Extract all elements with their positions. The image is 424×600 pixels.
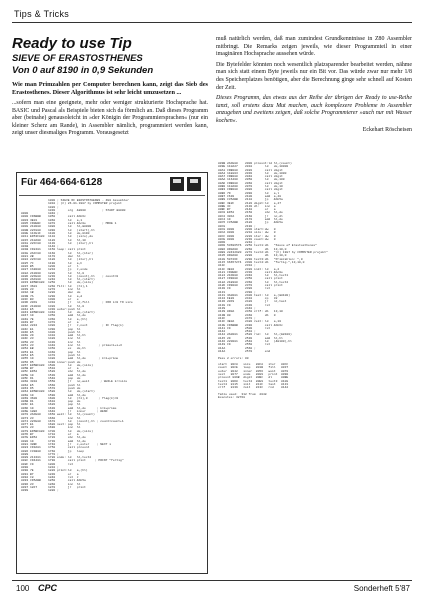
- code-line: 812D CD9080 2370 call print: [218, 283, 283, 287]
- listing-box: [16, 172, 208, 574]
- code-line: 8054 E5 1470 push hl: [21, 353, 81, 357]
- code-line: 805C ED52 1520 sbc hl,de: [21, 370, 86, 374]
- code-line: 80CC 0000 2220 iter: dw 0: [218, 234, 276, 238]
- code-line: 804A 2834 1380 jr z,next ; IF flag(i): [21, 324, 124, 328]
- code-line: 8086 C31B80 1760 jp loop: [21, 449, 85, 453]
- code-line: 80D0 2240 ;: [218, 241, 256, 245]
- code-line: 8092 C8 1840 ret z: [21, 475, 79, 479]
- code-line: start 80C8 size 80CA iter 80CC: [218, 363, 289, 367]
- code-line: 80B7 C630 2100 add a,48: [218, 194, 282, 198]
- code-line: 8096 23 1860 inc hl: [21, 482, 81, 486]
- code-line: 8099 1880 ;: [21, 489, 59, 493]
- code-line: 8139 0D0A 2450 crlf: db 13,10: [218, 310, 283, 314]
- article-author: Eckehart Röscheisen: [362, 126, 412, 133]
- code-line: 8026 B5 1200 or l: [21, 264, 79, 268]
- code-line: Executes: 32768: [218, 396, 246, 400]
- code-line: 8050 23 1430 inc hl: [21, 340, 81, 344]
- article-lead: Wie man Primzahlen per Computer berechnen kann, zeigt das Sieb des Erastosthenes. Dieser Algorithmus ist sehr leicht umzusetzen ...: [12, 81, 208, 96]
- code-line: 8138 C9 2430 ret: [218, 303, 271, 307]
- code-line: 80BC 3E2F 2120 digit:ld a,47: [218, 201, 282, 205]
- code-line: 8000 1040 ;: [21, 212, 59, 216]
- code-line: 80B9 C35ABB 2110 jp &bb5a: [218, 198, 283, 202]
- code-line: 80A4 11E803 2030 ld de,1000: [218, 171, 287, 175]
- code-line: 8063 D5 1570 push de: [21, 386, 81, 390]
- code-line: 8142 2510 ;: [218, 330, 256, 334]
- code-line: 8060 3010 1550 jr nc,weit ; WHILE k<=size: [21, 380, 128, 384]
- code-line: 8033 ED5BFA80 1250 ld de,(size): [21, 281, 94, 285]
- code-line: 803D 20F8 1310 jr nz,fill ; FOR i=0 TO size: [21, 301, 133, 305]
- code-line: 805B B7 1510 or a: [21, 367, 79, 371]
- code-line: 8003 3E01 1060 ld a,1: [21, 218, 83, 222]
- code-line: 1020 ;: [21, 205, 59, 209]
- article-left-column: [12, 36, 208, 138]
- issue-label: Sonderheft 5'87: [353, 584, 410, 593]
- code-line: 804D E5 1400 push hl: [21, 330, 81, 334]
- code-line: 80D0 53696576 2250 text1:db "Sieve of Erastosthenes": [218, 244, 318, 248]
- code-line: outer 8042 inner 8056 weit 8070: [218, 369, 289, 373]
- code-line: 803A 1B 1280 dec de: [21, 291, 81, 295]
- code-line: 813B 00 2460 db 0: [218, 313, 276, 317]
- article-body-1: ...sofern man eine geeignete, mehr oder weniger strukturierte Hochsprache hat. BASIC und Pascal als Beispiele bieten sich da förmlich an. Daß dieses Programm aber (beinahe) genausoleicht in »der Königin der Programmiersprachen« (nur ein kleiner Scherz am Rande), in Assembler nämlich, programmiert werden kann, zeigt unser diesmaliges Programm. Vorausgesetzt: [12, 100, 208, 137]
- code-line: 801E 2AFC80 1160 ld hl,(iter): [21, 251, 94, 255]
- code-line: 80B0 110A00 2070 ld de,10: [218, 185, 283, 189]
- code-line: 8055 19 1480 add hl,de ; k=i+prime: [21, 357, 119, 361]
- code-line: 8124 21D080 2340 ld hl,text1: [218, 274, 289, 278]
- code-line: 808F C9 1800 ret: [21, 462, 74, 466]
- code-line: 8021 2B 1170 dec hl: [21, 255, 81, 259]
- code-line: 8057 ED5BFA80 1500 ld de,(size): [21, 363, 94, 367]
- code-line: 8139 2440 ;: [218, 307, 256, 311]
- code-line: 802A 210000 1220 ld hl,0: [21, 271, 85, 275]
- code-line: 8108 50726F 2290 text3:db "Primzahlen: ",0: [218, 257, 303, 261]
- code-line: 80B6 7D 2090 ld a,l: [218, 191, 280, 195]
- code-line: 8073 23 1660 inc hl: [21, 416, 81, 420]
- code-line: 8037 3601 1260 fill: ld (hl),1: [21, 284, 88, 288]
- article-right-column: [216, 36, 412, 133]
- code-line: 80CE 0000 2230 count:dw 0: [218, 237, 276, 241]
- code-line: text1 80D0 text2 80E9 text3 8108: [218, 379, 289, 383]
- code-line: 805E 19 1530 add hl,de: [21, 373, 86, 377]
- page-footer: [12, 580, 412, 595]
- code-line: 8142 2A0081 2520 rnd: ld hl,(&8100): [218, 333, 292, 337]
- code-line: 811F 2310 ;: [218, 264, 256, 268]
- code-line: 803F 210000 1320 ld hl,0: [21, 304, 85, 308]
- code-line: 804E 29 1410 add hl,hl: [21, 334, 86, 338]
- code-line: 8027 CA9080 1210 jp z,ende: [21, 268, 88, 272]
- code-line: 8090 7E 1820 print:ld a,(hl): [21, 469, 88, 473]
- code-line: 813E CD6BBB 2490 call &bb6c: [218, 323, 283, 327]
- code-line: 814A 2570 end: [218, 349, 271, 353]
- code-line: 8068 19 1590 add hl,de: [21, 393, 86, 397]
- code-line: 8069 3600 1600 ld (hl),0 ; flag(k)=0: [21, 396, 119, 400]
- code-line: crlf 8139 zeit 813C rnd 8142: [218, 386, 289, 390]
- code-line: 803C B3 1300 or e: [21, 297, 79, 301]
- article-headline: Ready to use Tip: [12, 35, 132, 52]
- code-line: 8081 38BF 1740 jr c,outer ; NEXT i: [21, 442, 112, 446]
- disk-icons: [170, 177, 201, 191]
- article-subhead-1: SIEVE OF ERASTOSTHENES: [12, 53, 143, 64]
- code-line: 1030 org &8000 ; START &8000: [21, 208, 126, 212]
- code-line: 801B 1140 ;: [21, 245, 59, 249]
- code-line: 8053 E1 1460 pop hl: [21, 350, 81, 354]
- magazine-logo: CPC: [38, 583, 58, 593]
- article-subhead-2: Von 0 auf 8190 in 0,9 Sekunden: [12, 65, 154, 76]
- code-line: 806C E1 1620 pop hl: [21, 403, 81, 407]
- listing-title: Für 464·664·6128: [21, 177, 103, 188]
- code-line: 8145 29 2530 add hl,hl: [218, 336, 283, 340]
- code-line: 809B 2AFE80 2000 prcount:ld hl,(count): [218, 162, 292, 165]
- code-line: 800E 11FE1F 1100 ld de,8190: [21, 231, 90, 235]
- code-line: 80A7 CDB080 2040 call digit: [218, 175, 283, 179]
- code-line: 80C4 19 2170 add hl,de: [218, 218, 283, 222]
- code-line: 8089 1770 ;: [21, 452, 59, 456]
- code-line: 8077 E1 1680 next: pop hl: [21, 423, 81, 427]
- code-line: 807E ED52 1720 sbc hl,de: [21, 436, 86, 440]
- code-line: 80AA 116400 2050 ld de,100: [218, 178, 285, 182]
- code-line: 8090 1810 ;: [21, 466, 59, 470]
- code-line: 1010 ; (C) 26.01.1987 by COMPUTER projekt: [21, 202, 122, 206]
- code-line: 8022 22FC80 1180 ld (iter),hl: [21, 258, 94, 262]
- code-line: 808C CD4481 1790 call print ; PRINT "fertig": [21, 459, 124, 463]
- code-line: 8105 0D0A00 2280 db 13,10,0: [218, 254, 287, 258]
- code-line: 8146 220081 2540 ld (&8100),hl: [218, 340, 292, 344]
- code-line: 812A 21E980 2360 ld hl,text2: [218, 280, 289, 284]
- code-line: 813C 2470 ;: [218, 316, 256, 320]
- code-line: 8074 22FE80 1670 ld (count),hl ; count=count+1: [21, 419, 124, 423]
- code-line: 8000 CD6BBB 1050 call &bb6c: [21, 215, 86, 219]
- code-line: next 8077 ende 8089 print 8090: [218, 373, 289, 376]
- code-line: 8093 CD5ABB 1850 call &bb5a: [21, 479, 86, 483]
- code-line: 809E 110A27 2010 ld de,10000: [218, 165, 289, 169]
- code-line: 8141 C9 2500 ret: [218, 326, 271, 330]
- code-line: Table used: 312 from 2048: [218, 392, 267, 396]
- code-line: 801B CD2481 1150 loop: call print: [21, 248, 86, 252]
- code-line: 1000 ; SIEVE OF ERASTOSTHENES - Z80 Assembler: [21, 199, 130, 202]
- code-line: 8136 20F9 2420 jr nz,tast: [218, 300, 287, 304]
- code-line: 8134 FE20 2410 cp 32: [218, 297, 278, 301]
- code-line: 8064 ED5BF880 1580 ld de,(start): [21, 390, 95, 394]
- code-line: 8005 CD0EBC 1070 call &bc0e ; MODE 1: [21, 222, 117, 226]
- code-line: 8039 23 1270 inc hl: [21, 288, 81, 292]
- code-line: 8048 7E 1360 ld a,(hl): [21, 317, 88, 321]
- code-line: 8070 2AFE80 1650 weit: ld hl,(count): [21, 413, 95, 417]
- code-line: 804F 23 1420 inc hl: [21, 337, 81, 341]
- code-line: 80BE 3C 2130 dl: inc a: [218, 204, 276, 208]
- code-line: 80BF B7 2140 or a: [218, 208, 276, 212]
- code-line: 8043 ED5BF880 1340 ld de,(start): [21, 311, 95, 315]
- code-line: text4 8115 init 811F tast 8131: [218, 382, 289, 386]
- code-line: 8130 C9 2380 ret: [218, 287, 271, 291]
- code-line: 8131 2390 ;: [218, 290, 256, 294]
- code-line: 8049 B7 1370 or a: [21, 320, 79, 324]
- code-line: 800B 22F880 1090 ld (start),hl: [21, 228, 95, 232]
- listing-code-left: [21, 199, 203, 571]
- code-line: 8121 CD0EBC 2330 call &bc0e: [218, 270, 283, 274]
- code-line: 813C 3E0A 2480 zeit: ld a,10: [218, 320, 282, 324]
- code-line: 80C8 2190 ;: [218, 224, 256, 228]
- article-body-4: Dieses Programm, das etwas aus der Reihe der übrigen der Ready to use-Reihe tanzt, soll erstens dazu Mut machen, auch komplexere Probleme in Assembler anzugehen und zweitens zeigen, daß solche Programmierer »auch nur mit Wasser kochen«.: [216, 95, 412, 124]
- code-line: 8056 D5 1490 inner:push de: [21, 360, 81, 364]
- code-line: 80B3 CDB080 2080 call digit: [218, 188, 283, 192]
- code-line: 8030 2AF880 1240 ld hl,(start): [21, 278, 95, 282]
- code-line: 8042 E5 1330 outer:push hl: [21, 307, 81, 311]
- article-body-3: Die Bytefelder könnten noch wesentlich platzsparender bearbeitet werden, nähme man sich statt einem Byte jeweils nur ein Bit vor. Das würde zwar nur mehr 1/8 des Speicherplatzes benötigen, aber die Berechnung ginge sehr schnell auf Kosten der Zeit.: [216, 61, 412, 91]
- code-line: 806B D1 1610 pop de: [21, 400, 81, 404]
- code-line: 80C8 0000 2200 start:dw 0: [218, 227, 276, 231]
- code-line: 8062 E5 1560 push hl: [21, 383, 81, 387]
- code-line: 80C0 ED52 2150 sbc hl,de: [218, 211, 283, 215]
- page-header: [12, 6, 412, 23]
- code-line: 8025 7C 1190 ld a,h: [21, 261, 83, 265]
- code-line: 8097 18F7 1870 jr print: [21, 485, 86, 489]
- code-line: 814A 2560 ;: [218, 346, 256, 350]
- code-line: 8015 210A00 1120 ld hl,10: [21, 238, 86, 242]
- code-line: 8008 210080 1080 ld hl,&8000: [21, 225, 92, 229]
- code-line: prcount 809B digit 80BC dl 80BE: [218, 376, 289, 380]
- listing-title-rule: [19, 195, 205, 196]
- code-line: 80E6 0D0A00 2260 db 13,10,0: [218, 247, 287, 251]
- code-line: 8018 22FC80 1130 ld (iter),hl: [21, 241, 94, 245]
- code-line: count 80CE loop 801B fill 8037: [218, 366, 289, 370]
- code-line: 806E 18E6 1640 jr inner ; WEND: [21, 410, 108, 413]
- code-line: 80C5 C35ABB 2180 jp &bb5a: [218, 221, 283, 225]
- code-line: 802D 22FE80 1230 ld (count),hl ; count=0: [21, 274, 119, 278]
- code-line: 80AD CDB080 2060 call digit: [218, 181, 283, 185]
- code-line: 806D 19 1630 add hl,de ; k=k+prime: [21, 406, 117, 410]
- code-line: 8051 23 1440 inc hl ; prime=i+i+3: [21, 344, 122, 348]
- code-line: 80C2 30FA 2160 jr nc,dl: [218, 214, 283, 218]
- code-line: 8079 ED5BFA80 1700 ld de,(size): [21, 429, 94, 433]
- code-line: Pass 2 errors: 00: [218, 356, 249, 360]
- code-line: 8089 213481 1780 ende: ld hl,text2: [21, 456, 92, 460]
- article-body-2: muß natürlich werden, daß man zumindest Grundkenntnisse in Z80 Assembler mitbringt. Die Remarks zeigen jeweils, wie dieser Programmteil in einer imaginären Hochsprache aussehen würde.: [216, 36, 412, 58]
- code-line: 803B 7A 1290 ld a,d: [21, 294, 83, 298]
- code-line: 80A1 CDB080 2020 call digit: [218, 168, 283, 172]
- listing-code-right: [218, 162, 410, 567]
- code-line: 80E9 28432920 2270 text2:db "(C) 1987 by COMPUTER projekt": [218, 251, 328, 255]
- code-line: 8127 CD9080 2350 call print: [218, 277, 283, 281]
- code-line: 807D B7 1710 or a: [21, 433, 79, 437]
- code-line: 804C E1 1390 pop hl: [21, 327, 81, 331]
- code-line: 805F D1 1540 pop de: [21, 377, 81, 381]
- code-line: 811F 3E02 2320 init: ld a,2: [218, 267, 280, 271]
- code-line: 8115 66657274 2300 text4:db "fertig.",13,10,0: [218, 260, 305, 264]
- code-line: 8078 23 1690 inc hl: [21, 426, 81, 430]
- code-line: 8131 3A0081 2400 tast: ld a,(&8100): [218, 293, 291, 297]
- code-line: 8011 ED53FA80 1110 ld (size),de: [21, 235, 94, 239]
- floppy-disk-icon: [187, 177, 201, 191]
- code-line: 8149 C9 2550 ret: [218, 343, 271, 347]
- code-line: 8080 19 1730 add hl,de: [21, 439, 86, 443]
- page-number: 100: [16, 584, 30, 593]
- section-title: Tips & Tricks: [14, 9, 70, 19]
- code-line: 80CA 0000 2210 size: dw 0: [218, 231, 276, 235]
- code-line: 8052 EB 1450 ex de,hl: [21, 347, 86, 351]
- code-line: 8047 19 1350 add hl,de: [21, 314, 86, 318]
- code-line: 8083 CD3A81 1750 call prcount: [21, 446, 90, 450]
- code-line: 8091 B7 1830 or a: [21, 472, 79, 476]
- floppy-disk-icon: [170, 177, 184, 191]
